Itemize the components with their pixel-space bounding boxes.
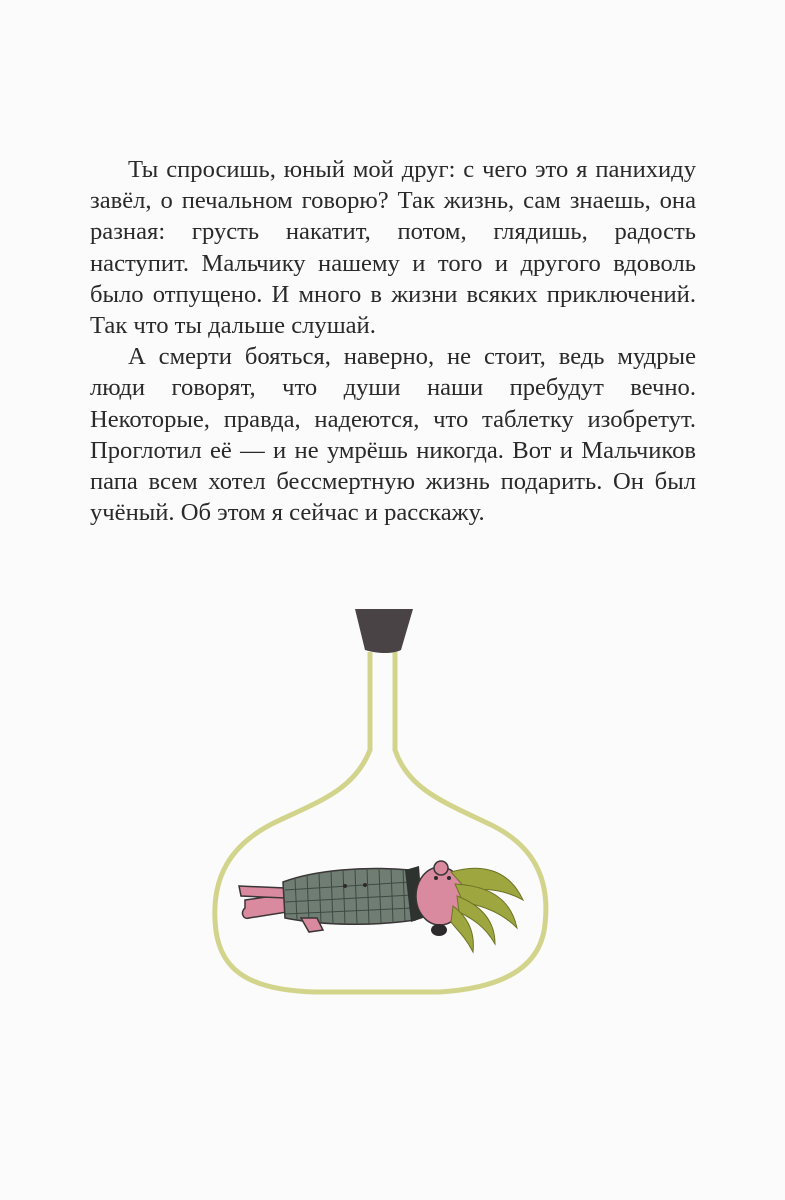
flask-outline xyxy=(215,652,546,992)
boy-hair xyxy=(451,868,523,952)
body-text xyxy=(90,154,696,528)
paragraph-2: А смерти бояться, наверно, не стоит, ведь мудрые люди говорят, что души наши пребудут вечно. Некоторые, правда, надеются, что таблетку изобретут. Проглотил её — и не умрёшь никогда. Вот и Мальчиков папа всем хотел бессмертную жизнь подарить. Он был учёный. Об этом я сейчас и расскажу. xyxy=(90,343,696,527)
paragraph-1: Ты спросишь, юный мой друг: с чего это я панихиду завёл, о печальном говорю? Так жизнь, сам знаешь, она разная: грусть накатит, потом, глядишь, радость наступит. Мальчику нашему и того и другого вдоволь было отпущено. И много в жизни всяких приключений. Так что ты дальше слушай. xyxy=(90,156,696,340)
boy-figure xyxy=(239,861,523,952)
cork-stopper xyxy=(355,609,413,653)
flask-illustration xyxy=(205,600,555,1040)
